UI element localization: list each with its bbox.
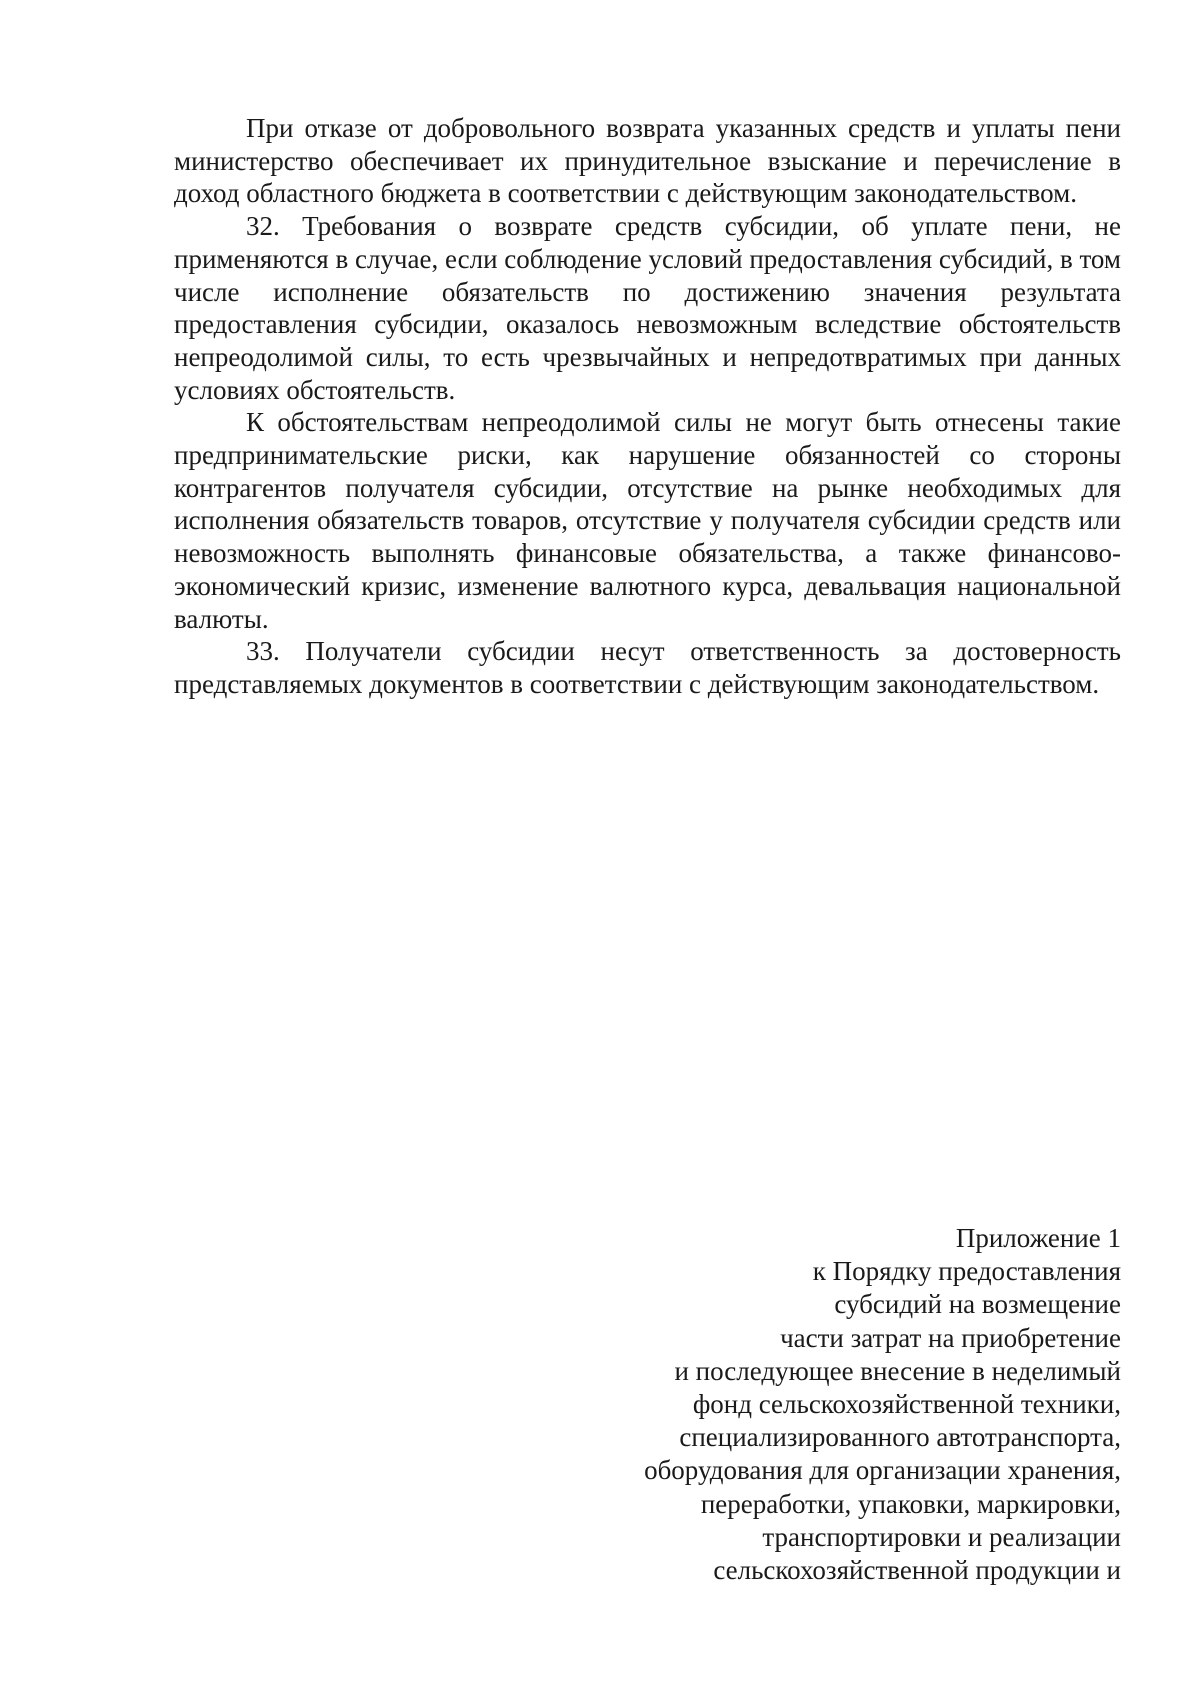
appendix-line: переработки, упаковки, маркировки,: [700, 1488, 1121, 1519]
paragraph-refund-refusal: При отказе от добровольного возврата указанных средств и уплаты пени министерство обеспечивает их принудительное взыскание и перечисление в доход областного бюджета в соответствии с действующим законодательством.: [174, 113, 1121, 209]
paragraph-force-majeure: К обстоятельствам непреодолимой силы не могут быть отнесены такие предпринимательские риски, как нарушение обязанностей со стороны контрагентов получателя субсидии, отсутствие на рынке необходимых для исполнения обязательств товаров, отсутствие у получателя субсидии средств или невозможность выполнять финансовые обязательства, а также финансово-экономический кризис, изменение валютного курса, девальвация национальной валюты.: [174, 407, 1121, 634]
appendix-line: к Порядку предоставления: [812, 1256, 1121, 1287]
paragraph-32-requirements: 32. Требования о возврате средств субсидии, об уплате пени, не применяются в случае, если соблюдение условий предоставления субсидий, в том числе исполнение обязательств по достижению значения результата предоставления субсидии, оказалось невозможным вследствие обстоятельств непреодолимой силы, то есть чрезвычайных и непредотвратимых при данных условиях обстоятельств.: [174, 211, 1121, 405]
appendix-line: фонд сельскохозяйственной техники,: [692, 1389, 1121, 1420]
appendix-line: специализированного автотранспорта,: [679, 1422, 1121, 1453]
appendix-line: субсидий на возмещение: [834, 1289, 1121, 1320]
paragraph-33-responsibility: 33. Получатели субсидии несут ответственность за достоверность представляемых документов в соответствии с действующим законодательством.: [174, 636, 1121, 699]
appendix-line: сельскохозяйственной продукции и: [713, 1555, 1121, 1586]
document-body: [174, 112, 1121, 701]
appendix-line: и последующее внесение в неделимый: [674, 1355, 1121, 1386]
appendix-line: Приложение 1: [955, 1223, 1121, 1253]
appendix-line: оборудования для организации хранения,: [644, 1455, 1121, 1486]
appendix-header: [521, 1222, 1121, 1587]
appendix-line: части затрат на приобретение: [780, 1322, 1121, 1353]
appendix-line: транспортировки и реализации: [762, 1521, 1121, 1552]
